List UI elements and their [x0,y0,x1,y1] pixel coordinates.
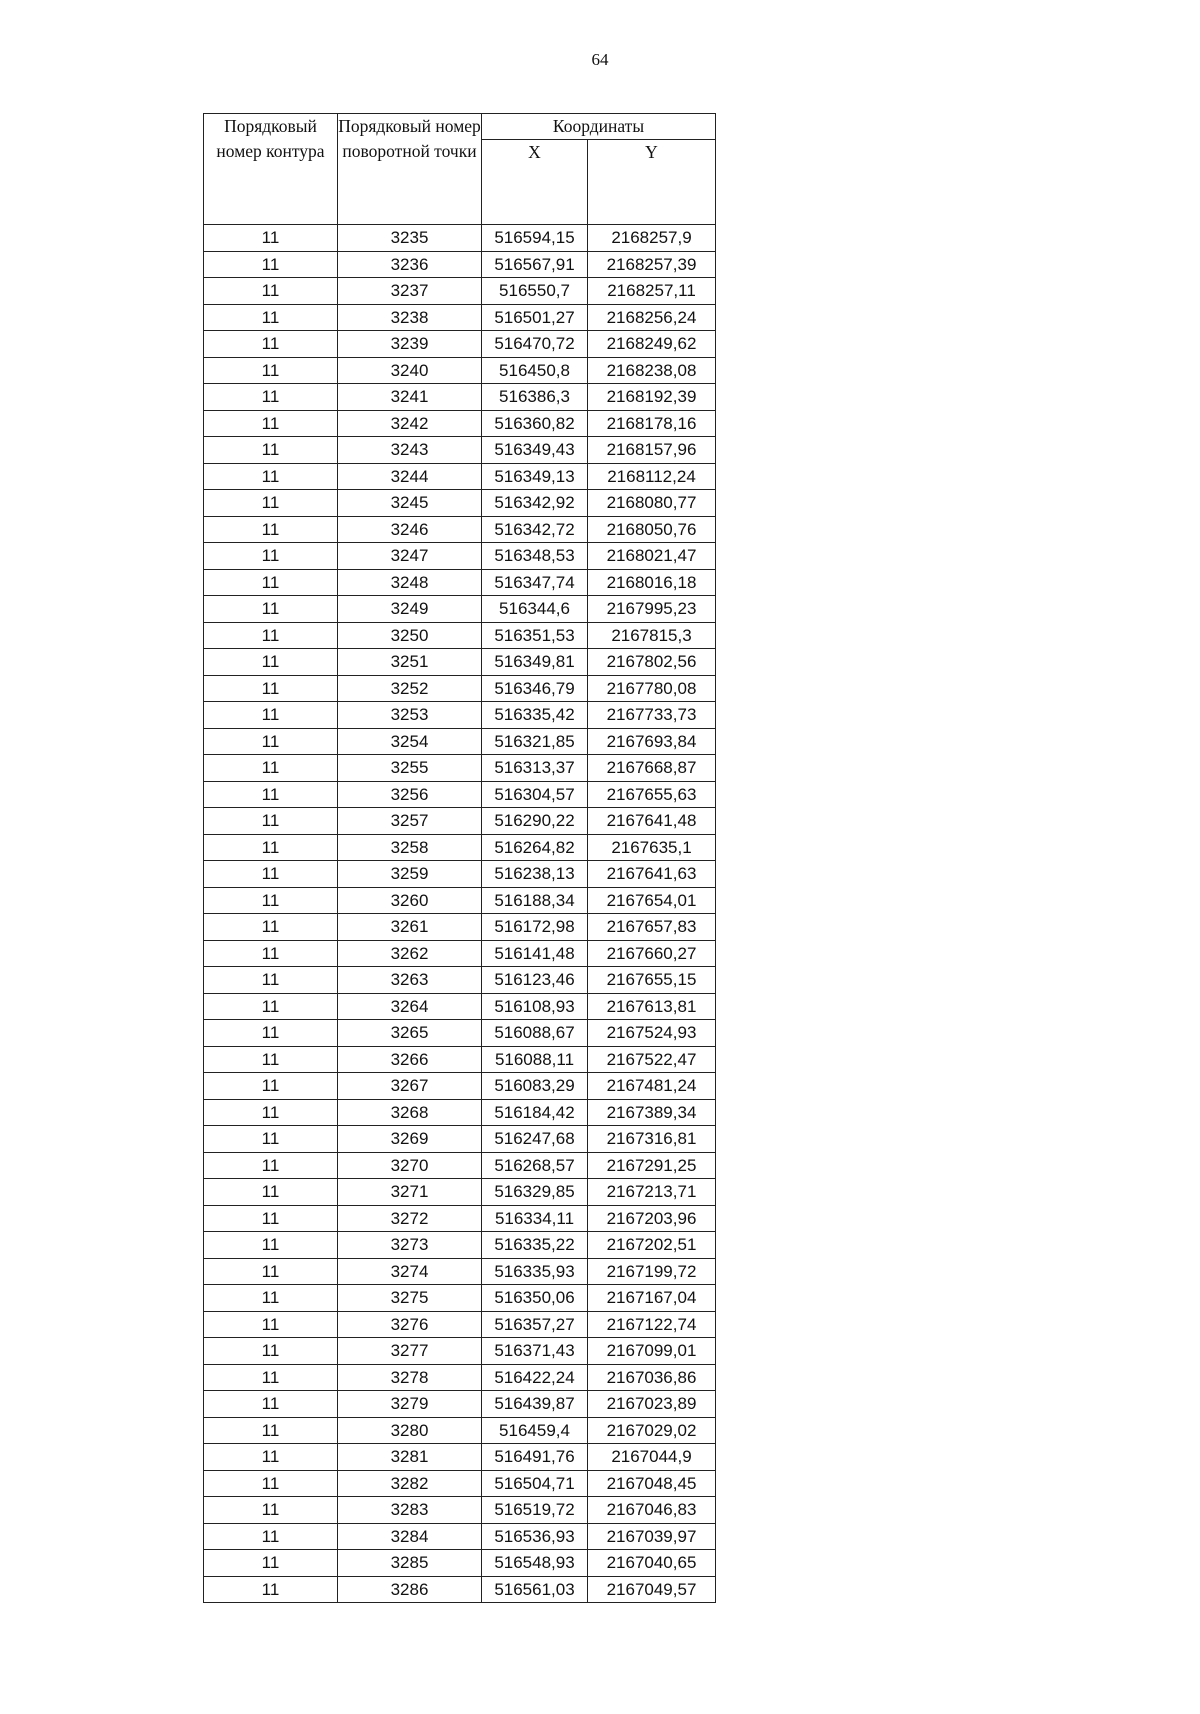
cell-y: 2167641,63 [588,861,716,888]
cell-x: 516108,93 [482,993,588,1020]
header-x: X [482,140,588,225]
cell-y: 2167203,96 [588,1205,716,1232]
cell-contour: 11 [204,437,338,464]
cell-x: 516344,6 [482,596,588,623]
cell-x: 516088,67 [482,1020,588,1047]
cell-y: 2168178,16 [588,410,716,437]
cell-y: 2168192,39 [588,384,716,411]
table-row [204,1020,716,1047]
cell-point: 3280 [338,1417,482,1444]
table-row [204,278,716,305]
cell-y: 2167029,02 [588,1417,716,1444]
cell-x: 516470,72 [482,331,588,358]
cell-x: 516349,81 [482,649,588,676]
table-row [204,1497,716,1524]
cell-x: 516141,48 [482,940,588,967]
table-row [204,1232,716,1259]
cell-contour: 11 [204,808,338,835]
table-row [204,1417,716,1444]
cell-contour: 11 [204,1364,338,1391]
cell-x: 516335,93 [482,1258,588,1285]
cell-y: 2167213,71 [588,1179,716,1206]
cell-point: 3285 [338,1550,482,1577]
header-point-number: Порядковый номер поворотной точки [338,114,482,225]
cell-point: 3276 [338,1311,482,1338]
cell-point: 3270 [338,1152,482,1179]
table-row [204,1152,716,1179]
table-row [204,808,716,835]
cell-x: 516172,98 [482,914,588,941]
cell-point: 3269 [338,1126,482,1153]
cell-x: 516351,53 [482,622,588,649]
cell-contour: 11 [204,1391,338,1418]
table-row [204,1470,716,1497]
table-row [204,649,716,676]
cell-x: 516184,42 [482,1099,588,1126]
cell-y: 2167122,74 [588,1311,716,1338]
cell-point: 3236 [338,251,482,278]
cell-contour: 11 [204,1497,338,1524]
table-row [204,331,716,358]
cell-x: 516371,43 [482,1338,588,1365]
cell-y: 2168021,47 [588,543,716,570]
cell-point: 3256 [338,781,482,808]
table-row [204,490,716,517]
cell-y: 2168016,18 [588,569,716,596]
cell-y: 2168249,62 [588,331,716,358]
cell-point: 3248 [338,569,482,596]
cell-contour: 11 [204,410,338,437]
cell-x: 516268,57 [482,1152,588,1179]
cell-contour: 11 [204,384,338,411]
cell-contour: 11 [204,543,338,570]
table-row [204,861,716,888]
cell-point: 3254 [338,728,482,755]
cell-point: 3253 [338,702,482,729]
cell-x: 516491,76 [482,1444,588,1471]
table-row [204,1338,716,1365]
table-row [204,596,716,623]
cell-point: 3239 [338,331,482,358]
cell-y: 2168157,96 [588,437,716,464]
cell-x: 516342,92 [482,490,588,517]
cell-contour: 11 [204,1152,338,1179]
cell-x: 516321,85 [482,728,588,755]
cell-contour: 11 [204,781,338,808]
cell-y: 2167044,9 [588,1444,716,1471]
cell-y: 2167199,72 [588,1258,716,1285]
cell-x: 516290,22 [482,808,588,835]
cell-point: 3235 [338,225,482,252]
cell-y: 2167524,93 [588,1020,716,1047]
table-row [204,675,716,702]
table-row [204,569,716,596]
cell-x: 516536,93 [482,1523,588,1550]
cell-y: 2167641,48 [588,808,716,835]
cell-point: 3264 [338,993,482,1020]
table-row [204,914,716,941]
table-row [204,834,716,861]
cell-x: 516561,03 [482,1576,588,1603]
cell-y: 2167815,3 [588,622,716,649]
cell-y: 2167389,34 [588,1099,716,1126]
cell-point: 3255 [338,755,482,782]
cell-x: 516349,43 [482,437,588,464]
cell-point: 3272 [338,1205,482,1232]
cell-y: 2167040,65 [588,1550,716,1577]
cell-y: 2167048,45 [588,1470,716,1497]
cell-x: 516335,22 [482,1232,588,1259]
cell-x: 516342,72 [482,516,588,543]
cell-x: 516348,53 [482,543,588,570]
cell-contour: 11 [204,1576,338,1603]
cell-x: 516548,93 [482,1550,588,1577]
cell-point: 3242 [338,410,482,437]
table-row [204,1311,716,1338]
cell-point: 3279 [338,1391,482,1418]
cell-y: 2168257,11 [588,278,716,305]
cell-contour: 11 [204,1311,338,1338]
table-row [204,543,716,570]
cell-point: 3258 [338,834,482,861]
cell-y: 2167660,27 [588,940,716,967]
cell-x: 516357,27 [482,1311,588,1338]
table-row [204,887,716,914]
cell-contour: 11 [204,755,338,782]
cell-point: 3281 [338,1444,482,1471]
cell-y: 2168050,76 [588,516,716,543]
cell-x: 516083,29 [482,1073,588,1100]
cell-contour: 11 [204,622,338,649]
table-row [204,1073,716,1100]
table-row [204,1364,716,1391]
cell-x: 516329,85 [482,1179,588,1206]
cell-y: 2167668,87 [588,755,716,782]
cell-y: 2167049,57 [588,1576,716,1603]
cell-contour: 11 [204,463,338,490]
cell-contour: 11 [204,1099,338,1126]
cell-y: 2167046,83 [588,1497,716,1524]
cell-contour: 11 [204,702,338,729]
cell-contour: 11 [204,1126,338,1153]
cell-x: 516550,7 [482,278,588,305]
table-row [204,1126,716,1153]
cell-x: 516519,72 [482,1497,588,1524]
cell-contour: 11 [204,1258,338,1285]
cell-point: 3238 [338,304,482,331]
cell-contour: 11 [204,1205,338,1232]
cell-y: 2167655,15 [588,967,716,994]
cell-y: 2167802,56 [588,649,716,676]
table-row [204,463,716,490]
cell-y: 2167023,89 [588,1391,716,1418]
cell-contour: 11 [204,675,338,702]
cell-point: 3284 [338,1523,482,1550]
cell-x: 516247,68 [482,1126,588,1153]
cell-x: 516504,71 [482,1470,588,1497]
cell-y: 2167316,81 [588,1126,716,1153]
cell-y: 2168257,39 [588,251,716,278]
cell-x: 516264,82 [482,834,588,861]
cell-y: 2167613,81 [588,993,716,1020]
cell-x: 516304,57 [482,781,588,808]
cell-x: 516422,24 [482,1364,588,1391]
cell-y: 2168256,24 [588,304,716,331]
cell-x: 516350,06 [482,1285,588,1312]
cell-contour: 11 [204,1417,338,1444]
table-row [204,622,716,649]
cell-x: 516123,46 [482,967,588,994]
table-row [204,967,716,994]
cell-y: 2167733,73 [588,702,716,729]
cell-y: 2167654,01 [588,887,716,914]
cell-contour: 11 [204,940,338,967]
cell-point: 3257 [338,808,482,835]
cell-point: 3241 [338,384,482,411]
cell-contour: 11 [204,1338,338,1365]
cell-point: 3265 [338,1020,482,1047]
cell-x: 516567,91 [482,251,588,278]
cell-contour: 11 [204,1550,338,1577]
table-row [204,940,716,967]
cell-contour: 11 [204,728,338,755]
cell-x: 516346,79 [482,675,588,702]
cell-x: 516439,87 [482,1391,588,1418]
cell-y: 2167039,97 [588,1523,716,1550]
table-row [204,1258,716,1285]
table-row [204,755,716,782]
cell-point: 3275 [338,1285,482,1312]
cell-contour: 11 [204,1232,338,1259]
header-contour-number: Порядковый номер контура [204,114,338,225]
cell-contour: 11 [204,993,338,1020]
cell-contour: 11 [204,1470,338,1497]
cell-point: 3274 [338,1258,482,1285]
cell-x: 516347,74 [482,569,588,596]
cell-y: 2167481,24 [588,1073,716,1100]
cell-point: 3237 [338,278,482,305]
cell-x: 516238,13 [482,861,588,888]
cell-contour: 11 [204,834,338,861]
cell-contour: 11 [204,569,338,596]
header-coordinates: Координаты [482,114,716,140]
cell-y: 2167655,63 [588,781,716,808]
cell-point: 3277 [338,1338,482,1365]
cell-point: 3251 [338,649,482,676]
cell-x: 516188,34 [482,887,588,914]
table-row [204,304,716,331]
cell-point: 3240 [338,357,482,384]
cell-y: 2168238,08 [588,357,716,384]
table-body [204,225,716,1603]
cell-point: 3259 [338,861,482,888]
cell-contour: 11 [204,1046,338,1073]
table-row [204,1046,716,1073]
cell-y: 2167780,08 [588,675,716,702]
cell-point: 3246 [338,516,482,543]
cell-point: 3283 [338,1497,482,1524]
cell-y: 2167291,25 [588,1152,716,1179]
cell-contour: 11 [204,516,338,543]
cell-y: 2167036,86 [588,1364,716,1391]
table-row [204,1576,716,1603]
table-row [204,437,716,464]
cell-contour: 11 [204,357,338,384]
cell-point: 3271 [338,1179,482,1206]
table-row [204,728,716,755]
cell-contour: 11 [204,304,338,331]
cell-y: 2168080,77 [588,490,716,517]
cell-x: 516088,11 [482,1046,588,1073]
cell-contour: 11 [204,1179,338,1206]
cell-x: 516334,11 [482,1205,588,1232]
cell-point: 3278 [338,1364,482,1391]
cell-point: 3266 [338,1046,482,1073]
cell-contour: 11 [204,1285,338,1312]
table-row [204,993,716,1020]
cell-y: 2168112,24 [588,463,716,490]
cell-x: 516335,42 [482,702,588,729]
cell-y: 2168257,9 [588,225,716,252]
cell-contour: 11 [204,1444,338,1471]
cell-point: 3245 [338,490,482,517]
table-row [204,384,716,411]
cell-point: 3249 [338,596,482,623]
cell-y: 2167202,51 [588,1232,716,1259]
table-row [204,1285,716,1312]
cell-contour: 11 [204,278,338,305]
cell-contour: 11 [204,1523,338,1550]
table-row [204,1444,716,1471]
cell-y: 2167099,01 [588,1338,716,1365]
cell-point: 3252 [338,675,482,702]
cell-x: 516501,27 [482,304,588,331]
cell-point: 3286 [338,1576,482,1603]
cell-contour: 11 [204,914,338,941]
cell-point: 3260 [338,887,482,914]
cell-y: 2167167,04 [588,1285,716,1312]
table-row [204,1205,716,1232]
cell-x: 516349,13 [482,463,588,490]
cell-point: 3263 [338,967,482,994]
table-row [204,1099,716,1126]
cell-y: 2167657,83 [588,914,716,941]
cell-y: 2167693,84 [588,728,716,755]
cell-point: 3267 [338,1073,482,1100]
cell-y: 2167995,23 [588,596,716,623]
cell-y: 2167522,47 [588,1046,716,1073]
cell-x: 516459,4 [482,1417,588,1444]
cell-x: 516594,15 [482,225,588,252]
cell-contour: 11 [204,887,338,914]
cell-point: 3273 [338,1232,482,1259]
page-number: 64 [591,50,609,69]
cell-x: 516386,3 [482,384,588,411]
table-row [204,1523,716,1550]
cell-contour: 11 [204,861,338,888]
table-row [204,410,716,437]
header-y: Y [588,140,716,225]
cell-contour: 11 [204,490,338,517]
coordinates-table [203,113,716,1603]
table-row [204,516,716,543]
cell-x: 516313,37 [482,755,588,782]
cell-point: 3261 [338,914,482,941]
cell-contour: 11 [204,1020,338,1047]
table-row [204,225,716,252]
cell-point: 3262 [338,940,482,967]
cell-point: 3268 [338,1099,482,1126]
cell-x: 516450,8 [482,357,588,384]
table-row [204,1550,716,1577]
table-row [204,702,716,729]
cell-contour: 11 [204,596,338,623]
cell-x: 516360,82 [482,410,588,437]
table-row [204,357,716,384]
cell-contour: 11 [204,225,338,252]
table-row [204,251,716,278]
table-row [204,781,716,808]
table-row [204,1179,716,1206]
cell-point: 3244 [338,463,482,490]
cell-point: 3243 [338,437,482,464]
cell-contour: 11 [204,649,338,676]
cell-contour: 11 [204,251,338,278]
cell-point: 3250 [338,622,482,649]
cell-point: 3282 [338,1470,482,1497]
cell-contour: 11 [204,1073,338,1100]
cell-contour: 11 [204,331,338,358]
cell-point: 3247 [338,543,482,570]
table-row [204,1391,716,1418]
cell-y: 2167635,1 [588,834,716,861]
cell-contour: 11 [204,967,338,994]
